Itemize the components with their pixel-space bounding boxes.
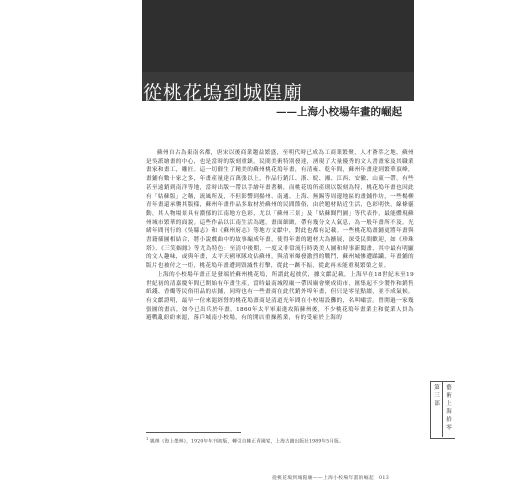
chapter-title: 從桃花塢到城隍廟 xyxy=(143,82,304,104)
footnote-text: 姚煒《海上墨林》，1920年年刊初版，轉引自陳正青國家，上海古籍出版社1989年5月版。 xyxy=(150,439,344,445)
section-tab-part-label: 第三部 xyxy=(434,385,440,407)
section-tab-section-label: 藝術上海拾零 xyxy=(446,385,452,431)
running-footer: 從桃花塢到城隍廟——上海小校場年畫的崛起 013 xyxy=(272,476,390,481)
chapter-subtitle: ——上海小校場年畫的崛起 xyxy=(276,106,402,118)
paragraph: 上海的小校場年畫正是發端於蘇州桃花塢，所謂此起彼伏，據文獻記載，上海早在18世紀末至19世紀初的清嘉慶年間已開始有年畫生產，當時最南城隍廟一帶因廟會聚成街市，匯集起不少製作和銷售紙錢、香燭等民俗用品的店鋪，同時也有一些畫商在此代銷外埠年畫，但只是零星點綴，並不成氣候。有文獻證明，最早一位來滬經營的桃花塢畫商是清道光年間在小校場設攤的，名叫嘯雲。曾開過一家幾張圖的畫店，如今已出兵於年畫，1860年太平軍東進攻陷蘇州後，不少桃花塢年畫業主和從業人員為避戰亂紛紛來滬，落戶城南小校場，有的開店重操舊業，有的受雇於上海的 xyxy=(146,271,414,322)
body-text xyxy=(146,149,414,323)
title-banner-photo xyxy=(142,0,414,72)
paragraph: 蘇州自古為東南名都，唐宋以後商業趨益繁盛，至明代時已成為工商業繁聚，人才薈萃之地，蘇州是吳派繪畫的中心，也是當時的版刻重鎮，民間美術特別發達，湧現了大量優秀的文人書畫家及其職業畫家和畫工，雕匠。這一切催生了精美的蘇州桃花塢年畫，有清雍、乾年間，蘇州年畫達到繁華頂峰，畫鋪有數十家之多，年畫產量達百萬張以上，作品行銷江、浙、皖、湘、江西、安徽、山東一帶，有些甚至遠銷到南洋等地，當時出版一帶以手繪年畫著稱，而桃花塢所產則以版刻為特，桃花塢年畫也因此有「姑蘇版」之稱，流風所及，不但影響到揚州、南通、上海、無錫等周邊地區的畫鋪作坊，一些楊柳青年畫還承襲其版樣，蘇州年畫作品多取材於蘇州的民間節俗，由於題材貼近生活，色彩明快，線條靈動，其人物場景具有濃郁的江南地方色彩，尤以「蘇州三景」及「姑蘇閶門圖」等代表作，最能體現蘇州城市繁華的面貌。這些作品以江南生活為題，畫面細緻，帶有幾分文人氣息，為一般年畫所不及。光緒年間刊行的《吳縣志》和《蘇州府志》等地方文獻中，對此也都有記載。一些桃花塢畫鋪更將年畫與書籍插圖相結合，將小說戲曲中的故事編成年畫，使得年畫的題材大為擴展，深受民間歡迎，如《珍珠塔》、《三笑姻緣》等尤為特色：至清中後期，一度又非常流行時裝美人圖和時事新聞畫，其中最有明顯的文人趣味，或與年畫，太平天國軍隊攻佔蘇州，與清軍爆發激烈的戰鬥，蘇州城慘遭蹂躪，年畫鋪的版片也被付之一炬，桃花塢年畫遭到毀滅性打擊，從此一蹶不振，從此再未能重現繁榮之景。 xyxy=(146,150,414,270)
footnote-marker: 1 xyxy=(146,437,149,441)
section-tab-divider xyxy=(442,381,443,437)
footnote-divider xyxy=(146,432,241,433)
footnote xyxy=(146,436,414,446)
